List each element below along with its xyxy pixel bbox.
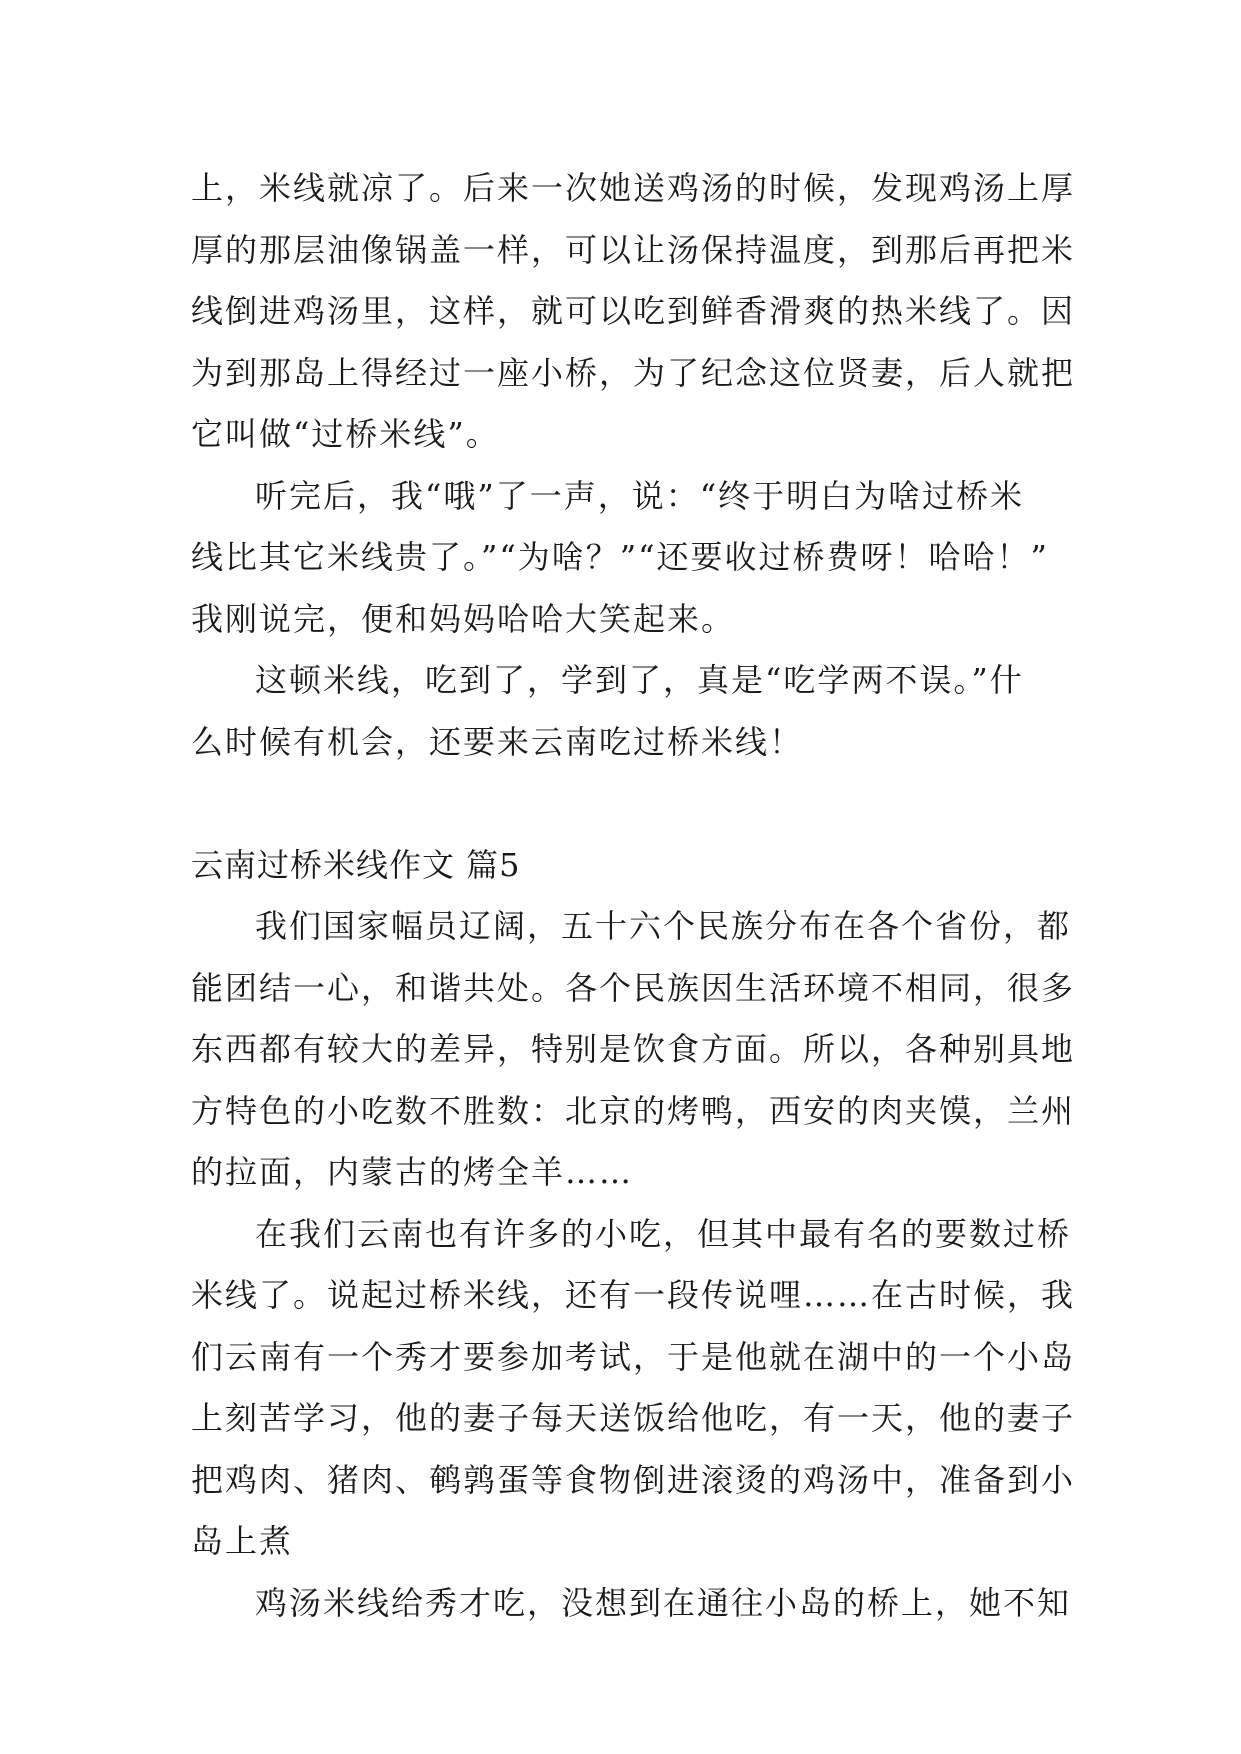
text-line: 么时候有机会，还要来云南吃过桥米线！	[191, 722, 804, 761]
blank-line	[191, 773, 1061, 835]
section-heading: 云南过桥米线作文 篇5	[191, 845, 521, 884]
text-line: 米线了。说起过桥米线，还有一段传说哩……在古时候，我	[191, 1276, 1076, 1314]
text-line: 上刻苦学习，他的妻子每天送饭给他吃，有一天，他的妻子	[191, 1399, 1076, 1437]
paragraph	[191, 1573, 1072, 1635]
text-line: 把鸡肉、猪肉、鹌鹑蛋等食物倒进滚烫的鸡汤中，准备到小	[191, 1460, 1076, 1499]
text-line: 东西都有较大的差异，特别是饮食方面。所以，各种别具地	[191, 1030, 1076, 1068]
text-line: 线倒进鸡汤里，这样，就可以吃到鲜香滑爽的热米线了。因	[191, 292, 1076, 330]
paragraph	[191, 466, 1061, 651]
text-line: 听完后，我“哦”了一声，说：“终于明白为啥过桥米	[255, 476, 1025, 515]
text-line: 在我们云南也有许多的小吃，但其中最有名的要数过桥	[255, 1214, 1072, 1253]
text-line: 它叫做“过桥米线”。	[191, 415, 500, 453]
text-line: 为到那岛上得经过一座小桥，为了纪念这位贤妻，后人就把	[191, 353, 1076, 392]
text-line: 我们国家幅员辽阔，五十六个民族分布在各个省份，都	[255, 907, 1072, 945]
paragraph	[191, 650, 1061, 773]
text-line: 厚的那层油像锅盖一样，可以让汤保持温度，到那后再把米	[191, 230, 1076, 269]
text-line: 鸡汤米线给秀才吃，没想到在通往小岛的桥上，她不知	[255, 1583, 1072, 1622]
text-line: 线比其它米线贵了。”“为啥？”“还要收过桥费呀！哈哈！”	[191, 538, 1049, 576]
text-line: 方特色的小吃数不胜数：北京的烤鸭，西安的肉夹馍，兰州	[191, 1091, 1076, 1130]
paragraph	[191, 1204, 1076, 1573]
text-line: 岛上煮	[191, 1522, 294, 1560]
paragraph	[191, 896, 1076, 1204]
text-line: 我刚说完，便和妈妈哈哈大笑起来。	[191, 599, 736, 638]
text-line: 能团结一心，和谐共处。各个民族因生活环境不相同，很多	[191, 968, 1076, 1007]
paragraph	[191, 158, 1076, 466]
document-body	[191, 158, 1076, 1634]
text-line: 的拉面，内蒙古的烤全羊……	[191, 1153, 634, 1191]
text-line: 这顿米线，吃到了，学到了，真是“吃学两不误。”什	[255, 661, 1024, 699]
text-line: 上，米线就凉了。后来一次她送鸡汤的时候，发现鸡汤上厚	[191, 169, 1076, 207]
text-line: 们云南有一个秀才要参加考试，于是他就在湖中的一个小岛	[191, 1337, 1076, 1376]
